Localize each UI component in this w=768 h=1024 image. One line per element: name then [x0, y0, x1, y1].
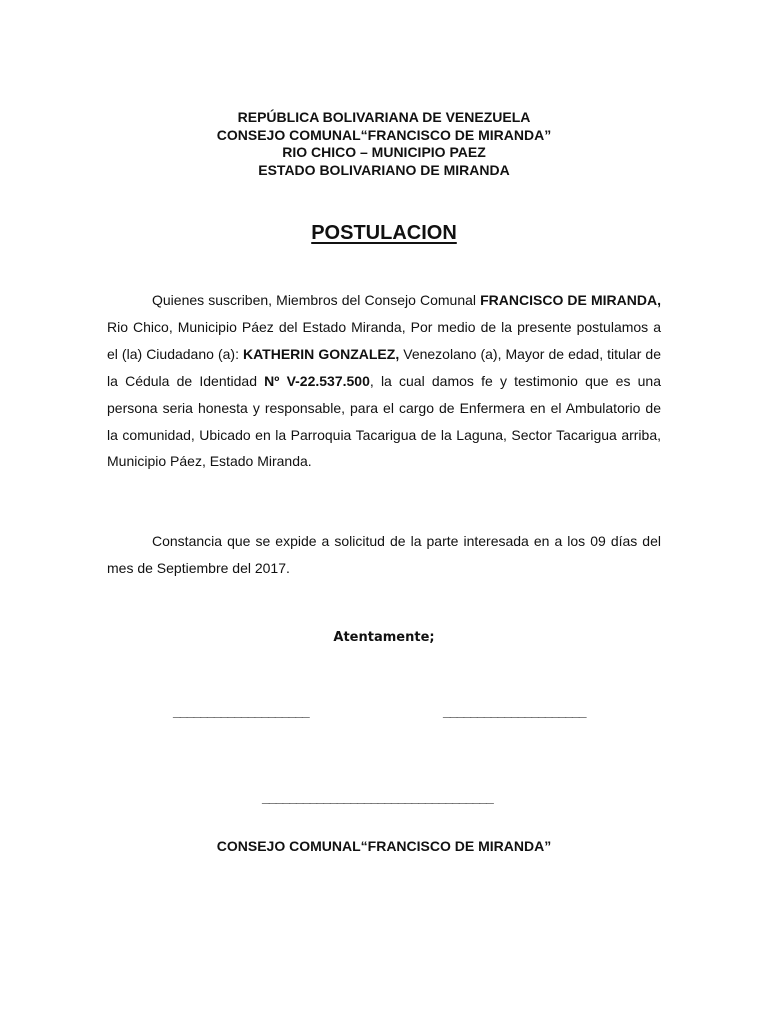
header-line-municipality: RIO CHICO – MUNICIPIO PAEZ — [282, 144, 486, 160]
body-paragraph-certification: Constancia que se expide a solicitud de la parte interesada en a los 09 días del mes de Septiembre del 2017. — [107, 533, 661, 576]
header-line-council: CONSEJO COMUNAL“FRANCISCO DE MIRANDA” — [216, 126, 552, 143]
closing-salutation: Atentamente; — [333, 630, 435, 645]
candidate-name: KATHERIN GONZALEZ, — [243, 345, 400, 362]
header-line-state: ESTADO BOLIVARIANO DE MIRANDA — [258, 161, 510, 178]
p1-text-3: Venezolano (a), Mayor de edad, titular de la Cédula de Identidad — [107, 345, 661, 389]
p1-text-4: , la cual damos fe y testimonio que es una persona seria honesta y responsable, para el cargo de Enfermera en el Ambulatorio de la comunidad, Ubicado en la Parroquia Tacarigua de la Laguna, Sector Tacarigua arriba, Municipio Páez, Estado Miranda. — [107, 372, 661, 470]
document-title: POSTULACION — [311, 222, 457, 244]
header-line-republic: REPÚBLICA BOLIVARIANA DE VENEZUELA — [237, 109, 531, 125]
body-paragraph-postulation — [107, 287, 661, 475]
document-header — [0, 109, 768, 179]
signature-line-center: __________________________________ — [262, 789, 493, 805]
id-number: Nº V-22.537.500 — [264, 372, 370, 389]
signature-line-right: _____________________ — [443, 703, 586, 719]
footer-council-name: CONSEJO COMUNAL“FRANCISCO DE MIRANDA” — [216, 838, 552, 854]
council-name: FRANCISCO DE MIRANDA, — [480, 292, 661, 308]
p1-text-2: Rio Chico, Municipio Páez del Estado Miranda, Por medio de la presente postulamos a el (la) Ciudadano (a): — [107, 318, 661, 362]
signature-line-left: ____________________ — [173, 703, 309, 719]
p1-text-1: Quienes suscriben, Miembros del Consejo Comunal — [152, 292, 481, 308]
